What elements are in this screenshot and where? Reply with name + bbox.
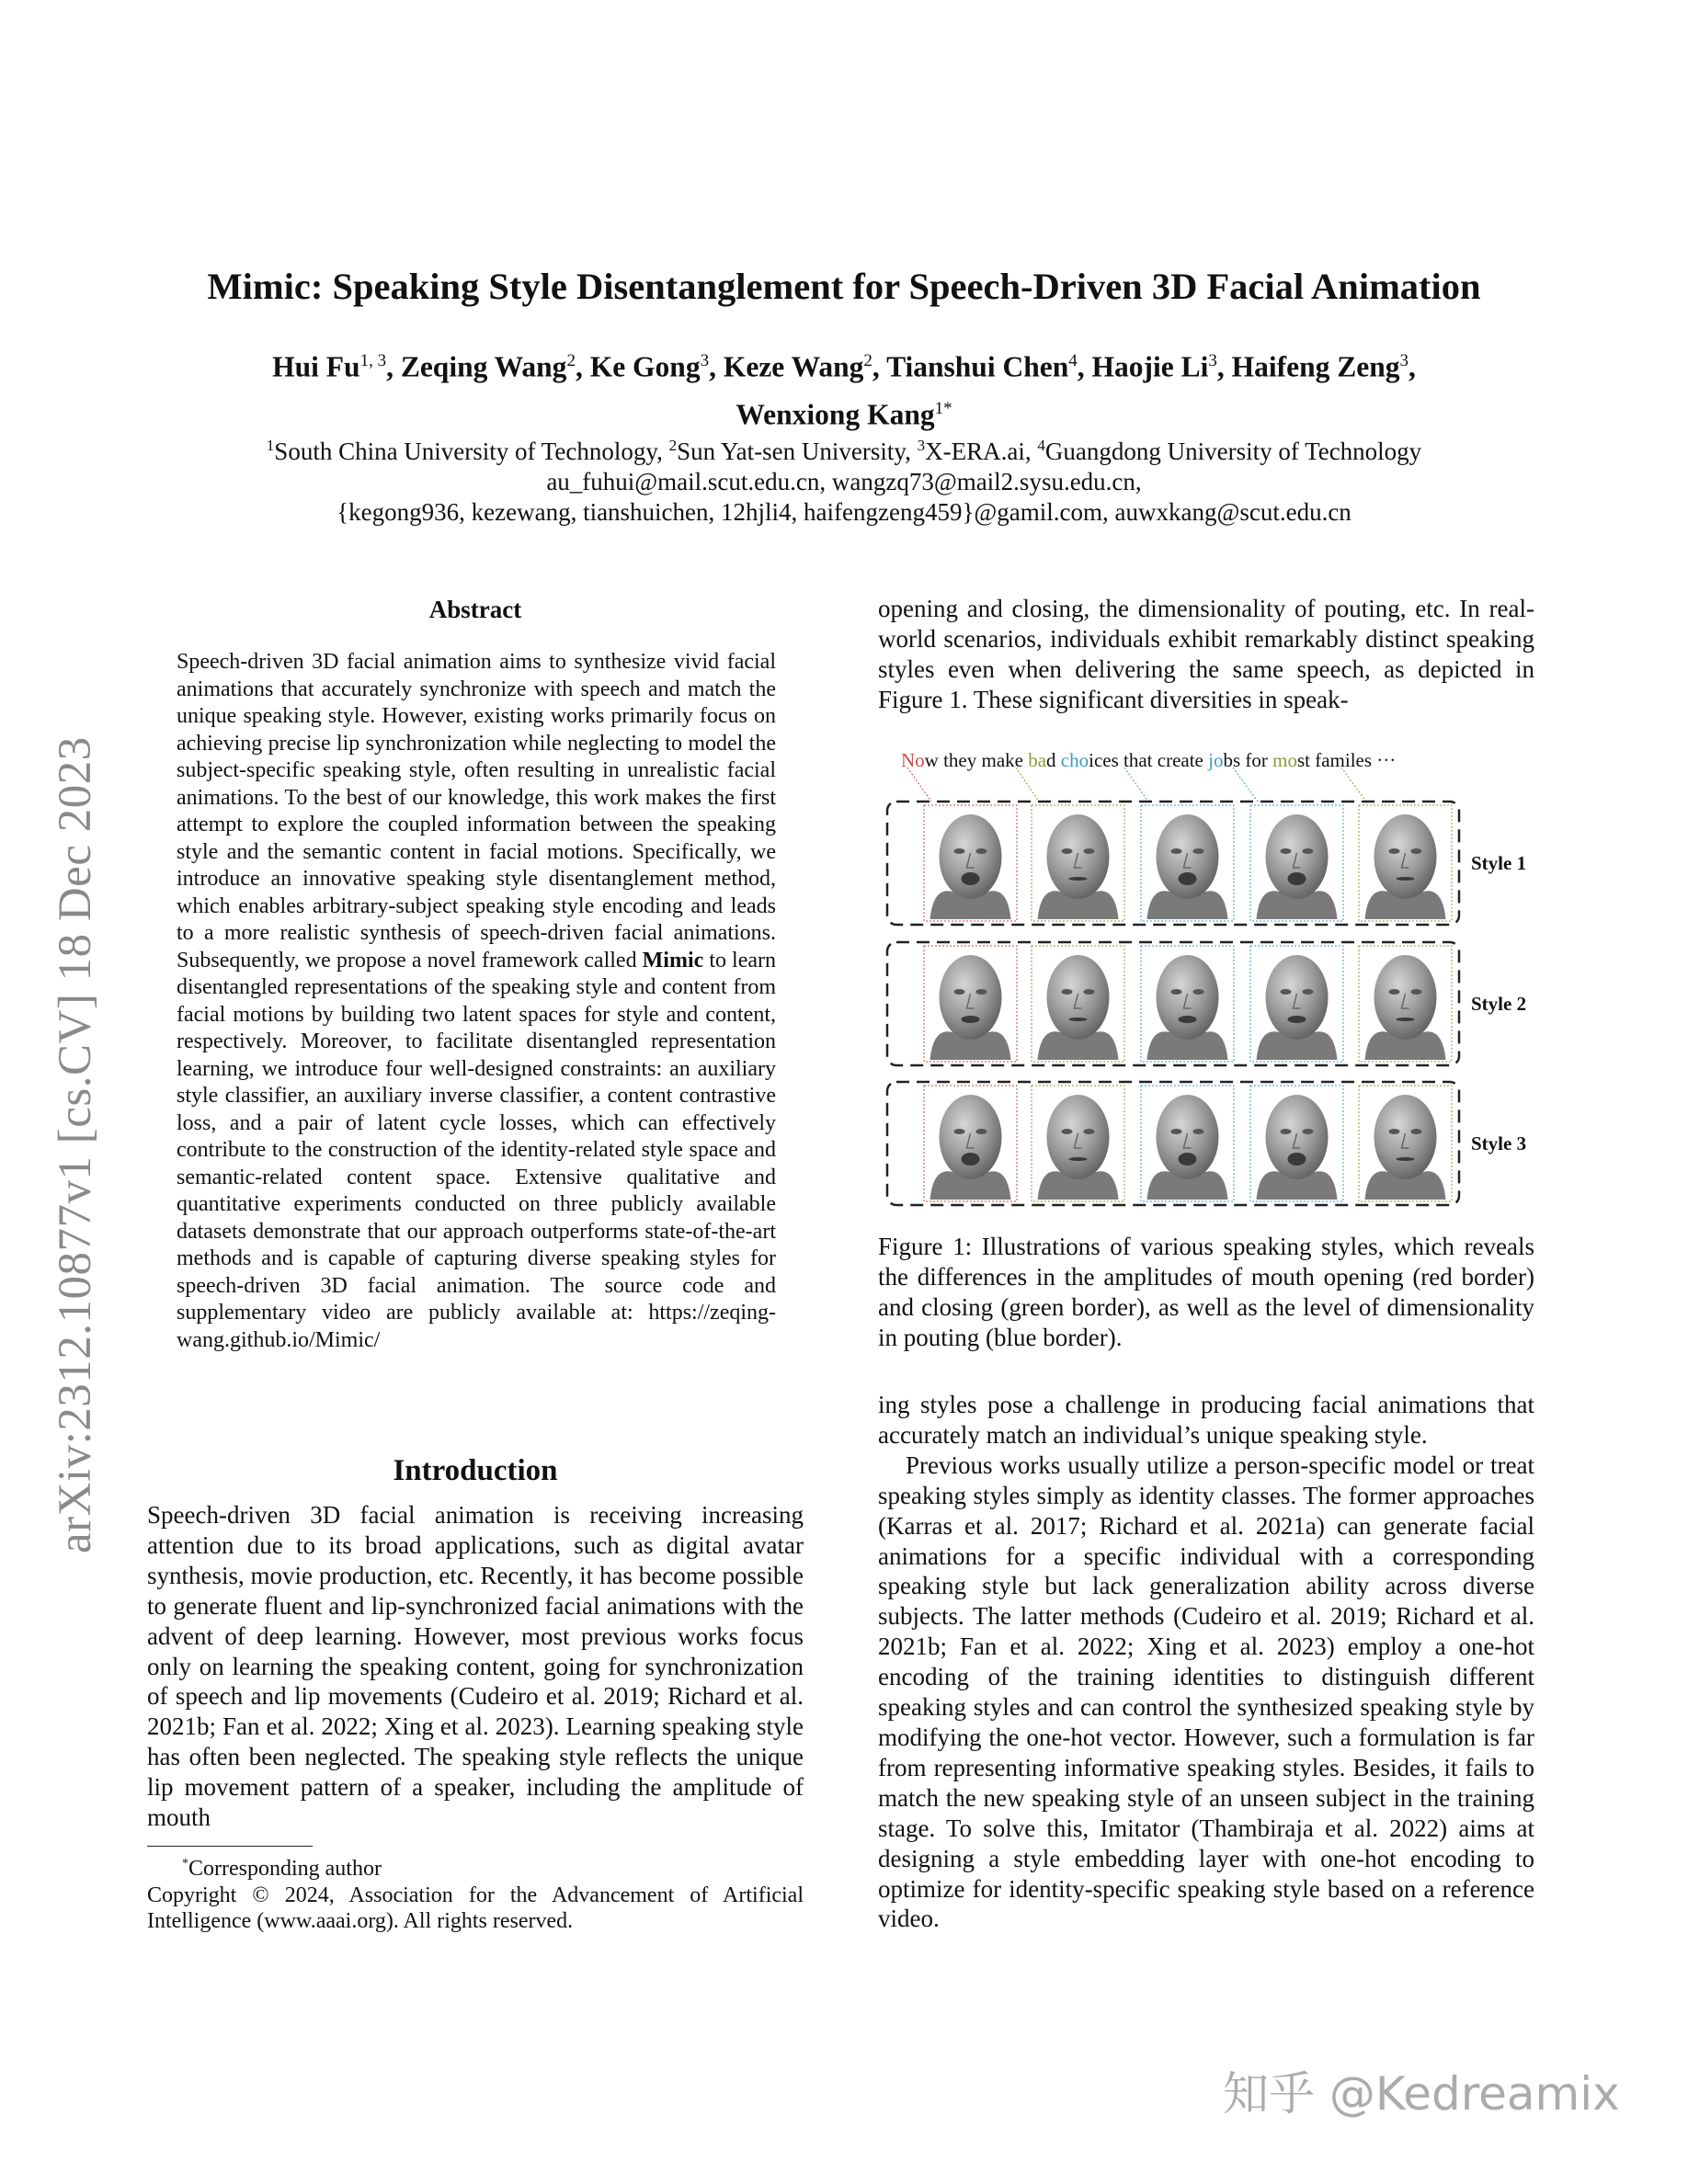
copyright-note: Copyright © 2024, Association for the Advancement of Artificial Intelligence (www.aaai.org). All rights reserved.: [147, 1883, 804, 1933]
sentence-fragment: ba: [1028, 749, 1047, 771]
face-mouth: [1288, 872, 1306, 885]
face-eye: [954, 1129, 965, 1134]
face-head: [1374, 1095, 1437, 1179]
face-mouth: [1179, 1153, 1197, 1166]
face-mouth: [1179, 872, 1197, 885]
affiliation-mark: 2: [668, 437, 678, 454]
face-mouth: [962, 1153, 980, 1166]
face-head: [1266, 1095, 1329, 1179]
face-eye: [1303, 848, 1314, 854]
paper-title: Mimic: Speaking Style Disentanglement for Speech-Driven 3D Facial Animation: [207, 266, 1481, 307]
face-head: [940, 1095, 1002, 1179]
sentence-fragment: ices that create: [1089, 749, 1209, 771]
face-head: [1266, 955, 1329, 1040]
face-eye: [1171, 1129, 1182, 1134]
sentence-fragment: No: [901, 749, 925, 771]
face-head: [1047, 955, 1110, 1040]
face-mouth: [1179, 1016, 1197, 1023]
face-head: [940, 814, 1002, 899]
corresponding-note: [147, 1851, 804, 1883]
affiliation-mark: 3: [917, 437, 926, 454]
watermark: 知乎 @Kedreamix: [1223, 2067, 1620, 2121]
intro-paragraph-2: Previous works usually utilize a person-specific model or treat speaking styles simply as identity classes. The former approaches (Karras et al. 2017; Richard et al. 2021a) can generate facial animations for a specific individual with a corresponding speaking style but lack generalization ability across diverse subjects. The latter methods (Cudeiro et al. 2019; Richard et al. 2021b; Fan et al. 2022; Xing et al. 2023) employ a one-hot encoding of the training identities to distinguish different speaking styles and can control the synthesized speaking style by modifying the one-hot vector. However, such a formulation is far from representing informative speaking styles. Besides, it fails to match the new speaking style of an unseen subject in the training stage. To solve this, Imitator (Thambiraja et al. 2022) aims at designing a style embedding layer with one-hot encoding to optimize for identity-specific speaking style based on a reference video.: [878, 1450, 1534, 1933]
author-affiliation-mark: 3: [700, 351, 710, 370]
author-name: Ke Gong: [589, 350, 701, 383]
style-label: Style 3: [1471, 1132, 1527, 1155]
abstract-text: to learn disentangled representations of the speaking style and content from facial motions by building two latent spaces for style and content, respectively. Moreover, to facilitate disentangled representation learning, we introduce four well-designed constraints: an auxiliary style classifier, an auxiliary inverse classifier, a content contrastive loss, and a pair of latent cycle losses, which can effectively contribute to the construction of the identity-related style space and semantic-related content space. Extensive qualitative and quantitative experiments conducted on three publicly available datasets demonstrate that our approach outperforms state-of-the-art methods and is capable of capturing diverse speaking styles for speech-driven 3D facial animation. The source code and supplementary video are publicly available at: https://zeqing-wang.github.io/Mimic/: [177, 948, 776, 1352]
face-head: [1157, 814, 1219, 899]
figure-1: [878, 749, 1534, 1209]
face-eye: [1303, 1129, 1314, 1134]
face-eye: [1062, 989, 1073, 995]
face-eye: [1171, 989, 1182, 995]
face-eye: [1303, 989, 1314, 995]
face-eye: [954, 989, 965, 995]
face-head: [1047, 814, 1110, 899]
face-head: [940, 955, 1002, 1040]
author-affiliation-mark: 3: [1399, 351, 1409, 370]
author-affiliation-mark: 3: [1208, 351, 1217, 370]
speaking-style-grid: [878, 749, 1534, 1209]
sentence-fragment: bs for: [1223, 749, 1273, 771]
sentence-fragment: st familes ···: [1296, 749, 1397, 771]
email-line-2: {kegong936, kezewang, tianshuichen, 12hjli4, haifengzeng459}@gamil.com, auwxkang@scut.edu.cn: [336, 498, 1352, 526]
author-list: Hui Fu$^{1, 3}$, Zeqing Wang$^2$, Ke Gong$^3$, Keze Wang$^2$, Tianshui Chen$^4$, Haojie Li$^3$, Haifeng Zeng$^3$, Wenxiong Kang$^{1*}$: [272, 350, 1416, 430]
face-eye: [1171, 848, 1182, 854]
abstract-heading: Abstract: [428, 596, 522, 623]
author-affiliation-mark: 1, 3: [359, 351, 387, 370]
sentence-fragment: d: [1046, 749, 1061, 771]
face-mouth: [1069, 877, 1088, 881]
face-eye: [1389, 1129, 1400, 1134]
author-name: Haifeng Zeng: [1231, 350, 1400, 383]
affiliation-name: Sun Yat-sen University,: [677, 438, 918, 465]
face-mouth: [962, 872, 980, 885]
face-head: [1374, 955, 1437, 1040]
intro-paragraph-1: Speech-driven 3D facial animation is receiving increasing attention due to its broad applications, such as digital avatar synthesis, movie production, etc. Recently, it has become possible to generate fluent and lip-synchronized facial animations with the advent of deep learning. However, most previous works focus only on learning the speaking content, going for synchronization of speech and lip movements (Cudeiro et al. 2019; Richard et al. 2021b; Fan et al. 2022; Xing et al. 2023). Learning speaking style has often been neglected. The speaking style reflects the unique lip movement pattern of a speaker, including the amplitude of mouth: [147, 1501, 804, 1832]
author-name: Hui Fu: [272, 350, 360, 383]
face-eye: [1193, 1129, 1204, 1134]
face-eye: [976, 1129, 987, 1134]
connector-line: [1124, 768, 1148, 802]
face-eye: [1084, 989, 1095, 995]
author-affiliation-mark: 4: [1068, 351, 1078, 370]
sentence-fragment: jo: [1208, 749, 1224, 771]
intro-left-column: [147, 1500, 804, 1833]
style-label: Style 2: [1471, 993, 1527, 1015]
face-mouth: [962, 1016, 980, 1023]
face-eye: [1193, 989, 1204, 995]
footnote: [147, 1851, 804, 1935]
corresponding-text: Corresponding author: [188, 1857, 382, 1881]
face-mouth: [1288, 1153, 1306, 1166]
face-head: [1157, 1095, 1219, 1179]
affiliation-name: Guangdong University of Technology: [1044, 438, 1422, 465]
face-eye: [976, 989, 987, 995]
face-eye: [1062, 1129, 1073, 1134]
face-eye: [1411, 989, 1422, 995]
face-eye: [1062, 848, 1073, 854]
affiliation-name: South China University of Technology,: [274, 438, 669, 465]
face-eye: [1281, 848, 1292, 854]
face-head: [1374, 814, 1437, 899]
footnote-rule: [147, 1846, 313, 1847]
abstract-text: Speech-driven 3D facial animation aims to synthesize vivid facial animations that accurately synchronize with speech and match the unique speaking style. However, existing works primarily focus on achieving precise lip synchronization while neglecting to model the subject-specific speaking style, often resulting in unrealistic facial animations. To the best of our knowledge, this work makes the first attempt to explore the coupled information between the speaking style and the semantic content in facial motions. Specifically, we introduce an innovative speaking style disentanglement method, which enables arbitrary-subject speaking style encoding and leads to a more realistic synthesis of speech-driven facial animations. Subsequently, we propose a novel framework called: [177, 650, 776, 973]
face-mouth: [1397, 1018, 1415, 1021]
face-mouth: [1397, 877, 1415, 881]
face-eye: [976, 848, 987, 854]
face-mouth: [1069, 1018, 1088, 1021]
intro-right-bottom: [878, 1390, 1534, 1934]
author-name: Zeqing Wang: [400, 350, 567, 383]
figure-1-caption: Figure 1: Illustrations of various speaking styles, which reveals the differences in the amplitudes of mouth opening (red border) and closing (green border), as well as the level of dimensionality in pouting (blue border).: [878, 1233, 1534, 1351]
introduction-heading: Introduction: [393, 1454, 558, 1487]
face-eye: [1389, 989, 1400, 995]
intro-paragraph-continued: opening and closing, the dimensionality of pouting, etc. In real-world scenarios, individuals exhibit remarkably distinct speaking styles even when delivering the same speech, as depicted in Figure 1. These significant diversities in speak-: [878, 595, 1534, 713]
face-head: [1157, 955, 1219, 1040]
face-mouth: [1288, 1016, 1306, 1023]
face-eye: [1084, 1129, 1095, 1134]
author-name: Wenxiong Kang: [736, 398, 935, 430]
affiliation-mark: 1: [266, 437, 275, 454]
affiliation-mark: 4: [1037, 437, 1045, 454]
email-line-1: au_fuhui@mail.scut.edu.cn, wangzq73@mail2.sysu.edu.cn,: [546, 468, 1142, 495]
author-name: Tianshui Chen: [886, 350, 1069, 383]
arxiv-identifier: arXiv:2312.10877v1 [cs.CV] 18 Dec 2023: [50, 736, 101, 1553]
connector-line: [907, 768, 931, 802]
face-eye: [1389, 848, 1400, 854]
author-name: Keze Wang: [723, 350, 864, 383]
sentence-fragment: cho: [1060, 749, 1089, 771]
footnote-mark: *: [182, 1857, 188, 1871]
face-eye: [1411, 848, 1422, 854]
connector-line: [1016, 768, 1039, 802]
face-eye: [1411, 1129, 1422, 1134]
intro-right-top: [878, 594, 1534, 715]
sentence-fragment: w they make: [924, 749, 1029, 771]
connector-line: [1341, 768, 1366, 802]
face-head: [1047, 1095, 1110, 1179]
sentence-fragment: mo: [1272, 749, 1297, 771]
affiliation-line: [110, 430, 1578, 467]
face-eye: [1281, 989, 1292, 995]
face-eye: [1281, 1129, 1292, 1134]
face-mouth: [1069, 1157, 1088, 1161]
author-affiliation-mark: 2: [863, 351, 873, 370]
author-affiliation-mark: 2: [566, 351, 576, 370]
face-head: [1266, 814, 1329, 899]
intro-paragraph-continued-2: ing styles pose a challenge in producing facial animations that accurately match an individual’s unique speaking style.: [878, 1391, 1534, 1449]
affiliation-name: X-ERA.ai,: [925, 438, 1038, 465]
face-eye: [954, 848, 965, 854]
face-mouth: [1397, 1157, 1415, 1161]
author-affiliation-mark: 1*: [934, 398, 952, 418]
affiliations: [110, 430, 1578, 528]
author-name: Haojie Li: [1091, 350, 1209, 383]
face-eye: [1193, 848, 1204, 854]
face-eye: [1084, 848, 1095, 854]
connector-line: [1233, 768, 1258, 802]
abstract-body: [177, 649, 776, 1354]
style-label: Style 1: [1471, 852, 1527, 874]
abstract-method-name: Mimic: [642, 948, 704, 973]
